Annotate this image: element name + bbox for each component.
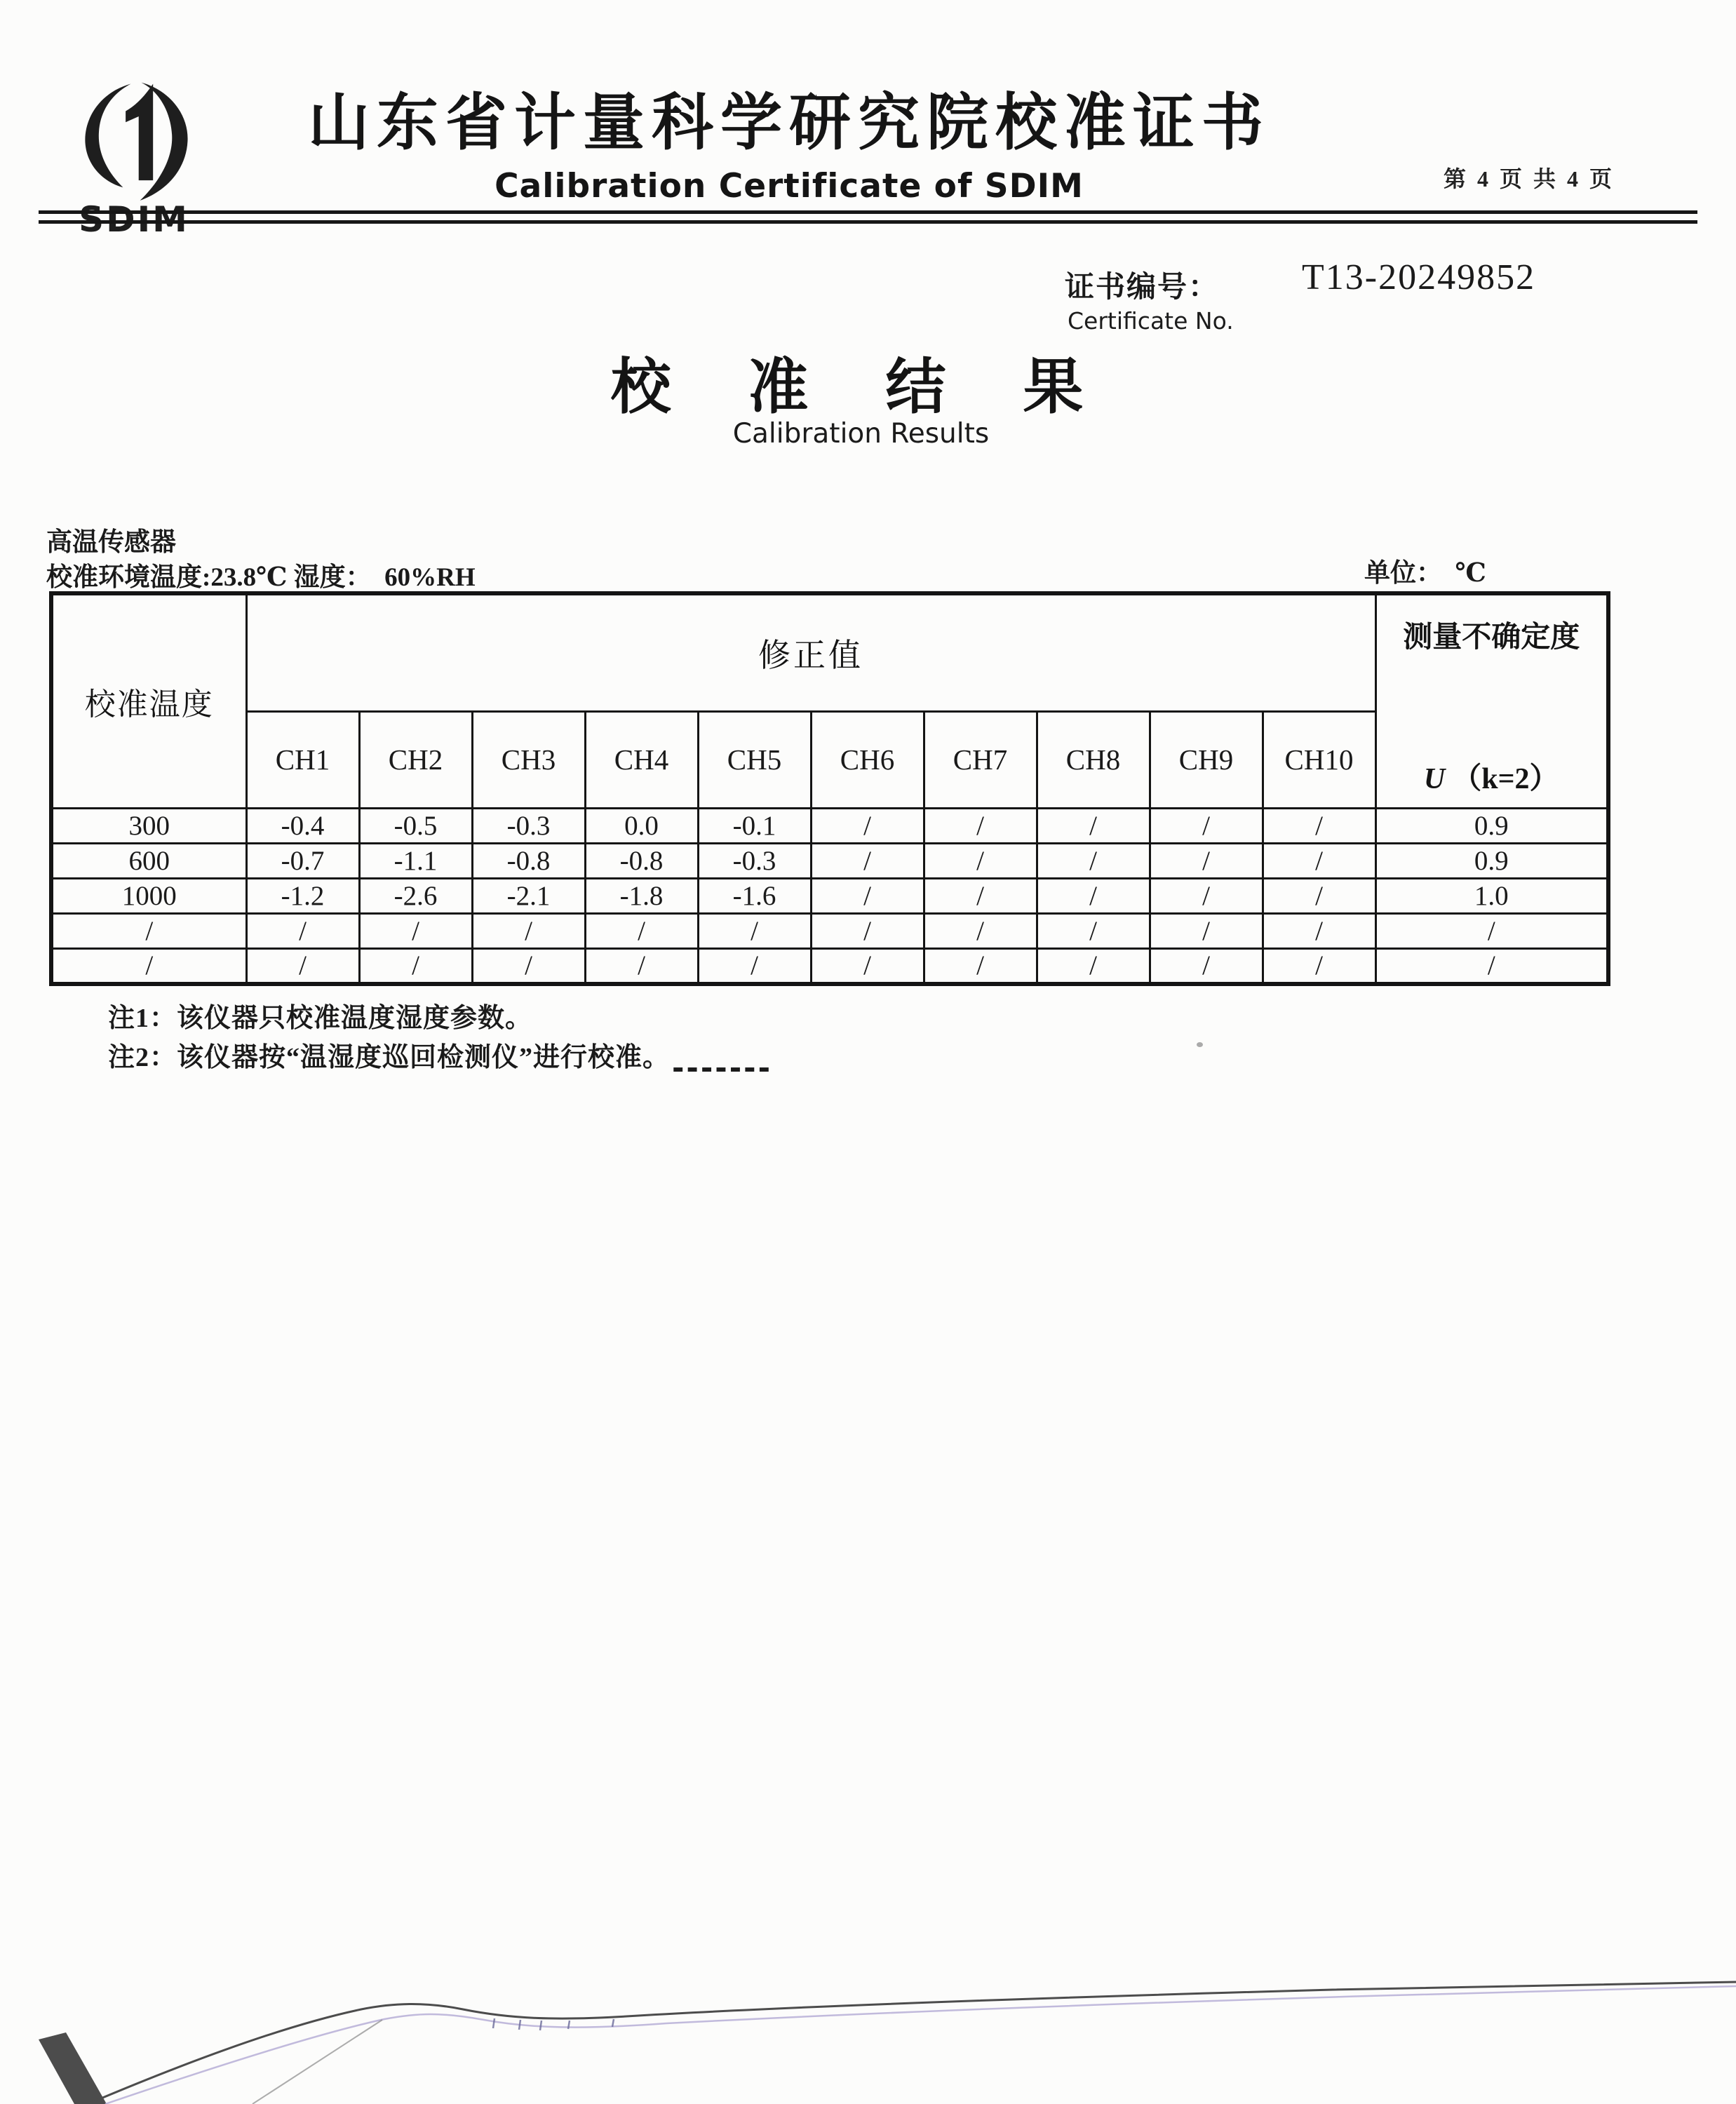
channel-header: CH8 [1037,711,1150,808]
correction-cell: / [811,914,924,949]
temp-cell: / [51,949,246,984]
channel-header: CH9 [1150,711,1263,808]
section-title-zh: 校 准 结 果 [610,352,1112,422]
certificate-title-zh: 山东省计量科学研究院校准证书 [307,86,1270,159]
correction-cell: -0.1 [698,809,811,844]
correction-cell: / [472,949,585,984]
device-name: 高温传感器 [46,528,176,557]
table-row [51,879,1608,914]
correction-cell: / [1150,879,1263,914]
uncertainty-title: 测量不确定度 [1403,619,1580,654]
correction-cell: -1.6 [698,879,811,914]
uncertainty-cell: 1.0 [1375,879,1608,914]
certificate-no-label-zh: 证书编号： [1065,271,1220,304]
header-divider-rule [39,210,1697,224]
scan-speck [1197,1042,1203,1047]
correction-cell: -0.5 [359,809,472,844]
correction-cell: -0.3 [472,809,585,844]
table-row [51,914,1608,949]
table-row [51,809,1608,844]
correction-cell: / [1037,809,1150,844]
unit-label: 单位： ℃ [1364,559,1486,588]
note-2: 注2：该仪器按“温湿度巡回检测仪”进行校准。 [108,1043,671,1072]
temp-cell: / [51,914,246,949]
correction-cell: -1.1 [359,844,472,879]
correction-cell: / [472,914,585,949]
environment-conditions: 校准环境温度:23.8℃ 湿度： 60%RH [46,563,476,592]
correction-cell: / [359,914,472,949]
certificate-title-en: Calibration Certificate of SDIM [494,167,1084,205]
correction-cell: / [924,809,1037,844]
channel-header: CH6 [811,711,924,808]
correction-cell: -1.2 [246,879,359,914]
uncertainty-column-header [1375,593,1608,809]
correction-cell: / [1037,949,1150,984]
correction-cell: / [1263,949,1375,984]
temp-column-header: 校准温度 [51,593,246,809]
channel-header: CH1 [246,711,359,808]
correction-cell: -0.8 [472,844,585,879]
correction-cell: / [924,879,1037,914]
correction-cell: / [1037,844,1150,879]
correction-cell: / [698,914,811,949]
page-number-info: 第 4 页 共 4 页 [1444,166,1615,191]
channel-header: CH2 [359,711,472,808]
correction-cell: / [924,949,1037,984]
header-row-1 [51,593,1608,711]
uncertainty-cell: / [1375,914,1608,949]
temp-cell: 1000 [51,879,246,914]
uncertainty-cell: 0.9 [1375,844,1608,879]
channel-header-row [51,711,1608,808]
correction-cell: -2.1 [472,879,585,914]
correction-cell: / [1150,844,1263,879]
temp-cell: 600 [51,844,246,879]
scan-paper-edge-artifact [0,1950,1736,2104]
correction-cell: -0.3 [698,844,811,879]
correction-cell: / [1263,879,1375,914]
correction-cell: / [811,949,924,984]
uncertainty-cell: 0.9 [1375,809,1608,844]
correction-cell: / [1150,914,1263,949]
k-factor: （k=2） [1452,763,1559,795]
section-title-en: Calibration Results [732,418,990,450]
correction-cell: / [811,809,924,844]
calibration-results-table [49,591,1610,986]
correction-cell: -0.8 [585,844,698,879]
note-1: 注1：该仪器只校准温度湿度参数。 [108,1004,533,1033]
correction-cell: / [1150,809,1263,844]
results-table-body [51,809,1608,984]
correction-cell: / [811,844,924,879]
correction-cell: / [246,949,359,984]
correction-header: 修正值 [246,593,1375,711]
table-row [51,949,1608,984]
correction-cell: 0.0 [585,809,698,844]
channel-header: CH5 [698,711,811,808]
correction-cell: / [246,914,359,949]
channel-header: CH10 [1263,711,1375,808]
correction-cell: -0.4 [246,809,359,844]
correction-cell: / [585,914,698,949]
uncertainty-cell: / [1375,949,1608,984]
correction-cell: / [1037,914,1150,949]
logo-text: SDIM [79,199,189,240]
correction-cell: / [811,879,924,914]
correction-cell: / [924,844,1037,879]
correction-cell: / [359,949,472,984]
temp-cell: 300 [51,809,246,844]
correction-cell: / [924,914,1037,949]
correction-cell: -2.6 [359,879,472,914]
channel-header: CH7 [924,711,1037,808]
title-block [277,84,1301,205]
correction-cell: -1.8 [585,879,698,914]
channel-header: CH4 [585,711,698,808]
correction-cell: / [585,949,698,984]
certificate-number: T13-20249852 [1302,257,1536,297]
sdim-logo-icon [67,79,205,209]
table-row [51,844,1608,879]
correction-cell: / [1263,809,1375,844]
channel-header: CH3 [472,711,585,808]
certificate-no-label-en: Certificate No. [1068,307,1234,335]
end-dash-separator: ------- [672,1051,773,1085]
correction-cell: / [1263,844,1375,879]
correction-cell: / [698,949,811,984]
correction-cell: / [1150,949,1263,984]
u-symbol: U [1423,763,1446,795]
correction-cell: / [1037,879,1150,914]
correction-cell: -0.7 [246,844,359,879]
uncertainty-formula [1377,755,1607,797]
correction-cell: / [1263,914,1375,949]
